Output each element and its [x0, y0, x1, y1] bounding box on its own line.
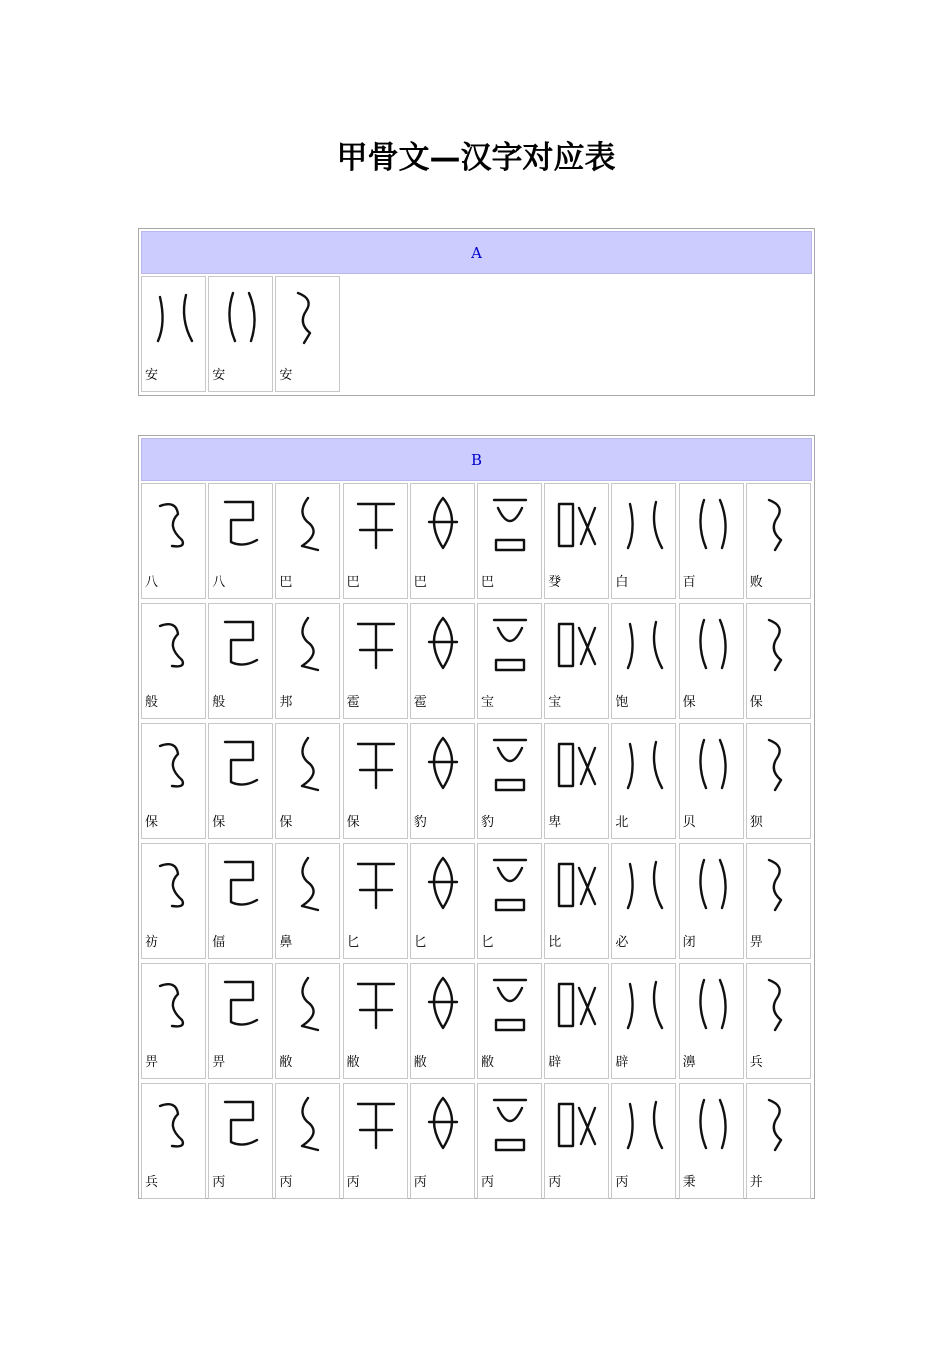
- glyph-cell: [141, 963, 206, 1079]
- glyph-label: 雹: [413, 695, 427, 710]
- glyph-cell: [208, 843, 273, 959]
- oracle-glyph-icon: [482, 610, 538, 676]
- glyph-cell: [141, 1083, 206, 1199]
- glyph-label: 巴: [346, 575, 360, 590]
- glyph-cell: [477, 963, 542, 1079]
- glyph-label: 宝: [481, 695, 495, 710]
- glyph-cell: [611, 843, 676, 959]
- glyph-label: 濞: [682, 1055, 696, 1070]
- glyph-cell: [275, 723, 340, 839]
- glyph-cell: [544, 483, 609, 599]
- oracle-glyph-icon: [549, 970, 605, 1036]
- oracle-glyph-icon: [415, 610, 471, 676]
- oracle-glyph-icon: [348, 730, 404, 796]
- glyph-label: 鼻: [279, 935, 293, 950]
- oracle-glyph-icon: [751, 610, 807, 676]
- oracle-glyph-icon: [415, 1090, 471, 1156]
- oracle-glyph-icon: [348, 1090, 404, 1156]
- glyph-label: 秉: [682, 1175, 696, 1190]
- glyph-label: 保: [279, 815, 293, 830]
- glyph-cell: [208, 723, 273, 839]
- glyph-label: 兵: [145, 1175, 159, 1190]
- oracle-glyph-icon: [213, 1090, 269, 1156]
- glyph-cell: [679, 603, 744, 719]
- oracle-glyph-icon: [280, 850, 336, 916]
- glyph-cell: [275, 963, 340, 1079]
- section-header: A: [141, 231, 812, 274]
- oracle-glyph-icon: [684, 730, 740, 796]
- oracle-glyph-icon: [616, 610, 672, 676]
- oracle-glyph-icon: [213, 730, 269, 796]
- glyph-cell: [477, 843, 542, 959]
- glyph-label: 祊: [145, 935, 159, 950]
- oracle-glyph-icon: [146, 283, 202, 349]
- glyph-label: 保: [346, 815, 360, 830]
- oracle-glyph-icon: [684, 610, 740, 676]
- glyph-cell: [746, 483, 811, 599]
- glyph-cell: [410, 843, 475, 959]
- glyph-label: 安: [145, 368, 159, 383]
- oracle-glyph-icon: [482, 970, 538, 1036]
- glyph-cell: [275, 843, 340, 959]
- glyph-label: 并: [749, 1175, 763, 1190]
- glyph-cell: [746, 843, 811, 959]
- glyph-label: 饱: [615, 695, 629, 710]
- glyph-label: 匕: [413, 935, 427, 950]
- oracle-glyph-icon: [549, 850, 605, 916]
- glyph-label: 比: [548, 935, 562, 950]
- glyph-label: 丙: [279, 1175, 293, 1190]
- glyph-label: 丙: [548, 1175, 562, 1190]
- oracle-glyph-icon: [280, 1090, 336, 1156]
- oracle-glyph-icon: [684, 1090, 740, 1156]
- glyph-cell: [208, 483, 273, 599]
- glyph-cell: [611, 723, 676, 839]
- glyph-label: 保: [749, 695, 763, 710]
- oracle-glyph-icon: [616, 730, 672, 796]
- oracle-glyph-icon: [616, 970, 672, 1036]
- glyph-label: 八: [212, 575, 226, 590]
- glyph-label: 保: [682, 695, 696, 710]
- glyph-label: 雹: [346, 695, 360, 710]
- glyph-label: 畀: [212, 1055, 226, 1070]
- glyph-cell: [746, 603, 811, 719]
- glyph-cell: [141, 603, 206, 719]
- oracle-glyph-icon: [415, 850, 471, 916]
- glyph-cell: [141, 723, 206, 839]
- oracle-glyph-icon: [616, 1090, 672, 1156]
- oracle-glyph-icon: [415, 730, 471, 796]
- oracle-glyph-icon: [213, 283, 269, 349]
- glyph-label: 百: [682, 575, 696, 590]
- glyph-label: 卑: [548, 815, 562, 830]
- oracle-glyph-icon: [415, 490, 471, 556]
- glyph-label: 般: [145, 695, 159, 710]
- oracle-glyph-icon: [280, 283, 336, 349]
- glyph-cell: [208, 963, 273, 1079]
- glyph-cell: [679, 963, 744, 1079]
- glyph-cell: [208, 603, 273, 719]
- glyph-cell: [275, 603, 340, 719]
- glyph-label: 八: [145, 575, 159, 590]
- oracle-glyph-icon: [482, 730, 538, 796]
- glyph-label: 狈: [749, 815, 763, 830]
- oracle-glyph-icon: [415, 970, 471, 1036]
- oracle-glyph-icon: [616, 490, 672, 556]
- glyph-cell: [410, 483, 475, 599]
- oracle-glyph-icon: [482, 850, 538, 916]
- oracle-glyph-icon: [146, 1090, 202, 1156]
- glyph-cell: [343, 963, 408, 1079]
- oracle-glyph-icon: [482, 490, 538, 556]
- oracle-glyph-icon: [348, 610, 404, 676]
- page-title: 甲骨文—汉字对应表: [336, 140, 616, 176]
- glyph-cell: [275, 276, 340, 392]
- glyph-label: 保: [145, 815, 159, 830]
- glyph-cell: [611, 483, 676, 599]
- glyph-label: 北: [615, 815, 629, 830]
- glyph-label: 敝: [481, 1055, 495, 1070]
- oracle-glyph-icon: [751, 850, 807, 916]
- glyph-label: 豹: [481, 815, 495, 830]
- glyph-label: 丙: [615, 1175, 629, 1190]
- glyph-label: 白: [615, 575, 629, 590]
- glyph-label: 辟: [548, 1055, 562, 1070]
- glyph-label: 巴: [481, 575, 495, 590]
- oracle-glyph-icon: [146, 490, 202, 556]
- glyph-label: 丙: [346, 1175, 360, 1190]
- glyph-cell: [141, 843, 206, 959]
- oracle-glyph-icon: [348, 970, 404, 1036]
- glyph-cell: [477, 483, 542, 599]
- oracle-glyph-icon: [280, 490, 336, 556]
- glyph-label: 敝: [413, 1055, 427, 1070]
- glyph-label: 癹: [548, 575, 562, 590]
- glyph-label: 偪: [212, 935, 226, 950]
- oracle-glyph-icon: [146, 610, 202, 676]
- oracle-glyph-icon: [348, 490, 404, 556]
- oracle-glyph-icon: [684, 490, 740, 556]
- oracle-glyph-icon: [213, 850, 269, 916]
- oracle-glyph-icon: [549, 490, 605, 556]
- oracle-glyph-icon: [213, 490, 269, 556]
- glyph-cell: [544, 963, 609, 1079]
- oracle-glyph-icon: [616, 850, 672, 916]
- glyph-cell: [275, 1083, 340, 1199]
- glyph-cell: [544, 1083, 609, 1199]
- glyph-label: 贝: [682, 815, 696, 830]
- oracle-glyph-icon: [213, 610, 269, 676]
- oracle-glyph-icon: [549, 1090, 605, 1156]
- oracle-glyph-icon: [280, 610, 336, 676]
- section-b: [138, 435, 815, 1199]
- glyph-cell: [746, 963, 811, 1079]
- glyph-label: 宝: [548, 695, 562, 710]
- glyph-label: 巴: [413, 575, 427, 590]
- glyph-cell: [544, 723, 609, 839]
- glyph-cell: [275, 483, 340, 599]
- glyph-label: 般: [212, 695, 226, 710]
- glyph-label: 败: [749, 575, 763, 590]
- glyph-label: 畀: [145, 1055, 159, 1070]
- glyph-cell: [410, 603, 475, 719]
- glyph-cell: [343, 843, 408, 959]
- glyph-label: 兵: [749, 1055, 763, 1070]
- oracle-glyph-icon: [549, 730, 605, 796]
- glyph-cell: [208, 276, 273, 392]
- glyph-label: 辟: [615, 1055, 629, 1070]
- oracle-glyph-icon: [684, 850, 740, 916]
- glyph-label: 畀: [749, 935, 763, 950]
- oracle-glyph-icon: [684, 970, 740, 1036]
- oracle-glyph-icon: [751, 730, 807, 796]
- glyph-cell: [679, 483, 744, 599]
- glyph-label: 邦: [279, 695, 293, 710]
- glyph-cell: [343, 1083, 408, 1199]
- glyph-cell: [343, 723, 408, 839]
- glyph-label: 安: [279, 368, 293, 383]
- glyph-cell: [208, 1083, 273, 1199]
- section-a: [138, 228, 815, 396]
- glyph-label: 必: [615, 935, 629, 950]
- glyph-cell: [141, 483, 206, 599]
- glyph-cell: [746, 1083, 811, 1199]
- glyph-label: 闭: [682, 935, 696, 950]
- glyph-cell: [544, 843, 609, 959]
- glyph-cell: [343, 483, 408, 599]
- glyph-label: 巴: [279, 575, 293, 590]
- oracle-glyph-icon: [280, 730, 336, 796]
- oracle-glyph-icon: [482, 1090, 538, 1156]
- oracle-glyph-icon: [213, 970, 269, 1036]
- oracle-glyph-icon: [146, 730, 202, 796]
- glyph-cell: [410, 1083, 475, 1199]
- glyph-cell: [141, 276, 206, 392]
- section-header: B: [141, 438, 812, 481]
- glyph-cell: [477, 603, 542, 719]
- glyph-cell: [679, 723, 744, 839]
- glyph-label: 丙: [212, 1175, 226, 1190]
- oracle-glyph-icon: [146, 970, 202, 1036]
- glyph-label: 敝: [279, 1055, 293, 1070]
- glyph-cell: [477, 723, 542, 839]
- oracle-glyph-icon: [751, 490, 807, 556]
- glyph-cell: [679, 1083, 744, 1199]
- glyph-cell: [611, 1083, 676, 1199]
- glyph-cell: [477, 1083, 542, 1199]
- glyph-label: 匕: [481, 935, 495, 950]
- oracle-glyph-icon: [549, 610, 605, 676]
- glyph-cell: [544, 603, 609, 719]
- oracle-glyph-icon: [751, 970, 807, 1036]
- glyph-cell: [746, 723, 811, 839]
- glyph-label: 匕: [346, 935, 360, 950]
- glyph-cell: [410, 723, 475, 839]
- oracle-glyph-icon: [146, 850, 202, 916]
- glyph-label: 敝: [346, 1055, 360, 1070]
- glyph-label: 丙: [413, 1175, 427, 1190]
- glyph-label: 丙: [481, 1175, 495, 1190]
- glyph-label: 安: [212, 368, 226, 383]
- oracle-glyph-icon: [280, 970, 336, 1036]
- glyph-cell: [679, 843, 744, 959]
- glyph-cell: [611, 963, 676, 1079]
- glyph-cell: [611, 603, 676, 719]
- oracle-glyph-icon: [751, 1090, 807, 1156]
- oracle-glyph-icon: [348, 850, 404, 916]
- glyph-label: 保: [212, 815, 226, 830]
- glyph-cell: [343, 603, 408, 719]
- glyph-cell: [410, 963, 475, 1079]
- glyph-label: 豹: [413, 815, 427, 830]
